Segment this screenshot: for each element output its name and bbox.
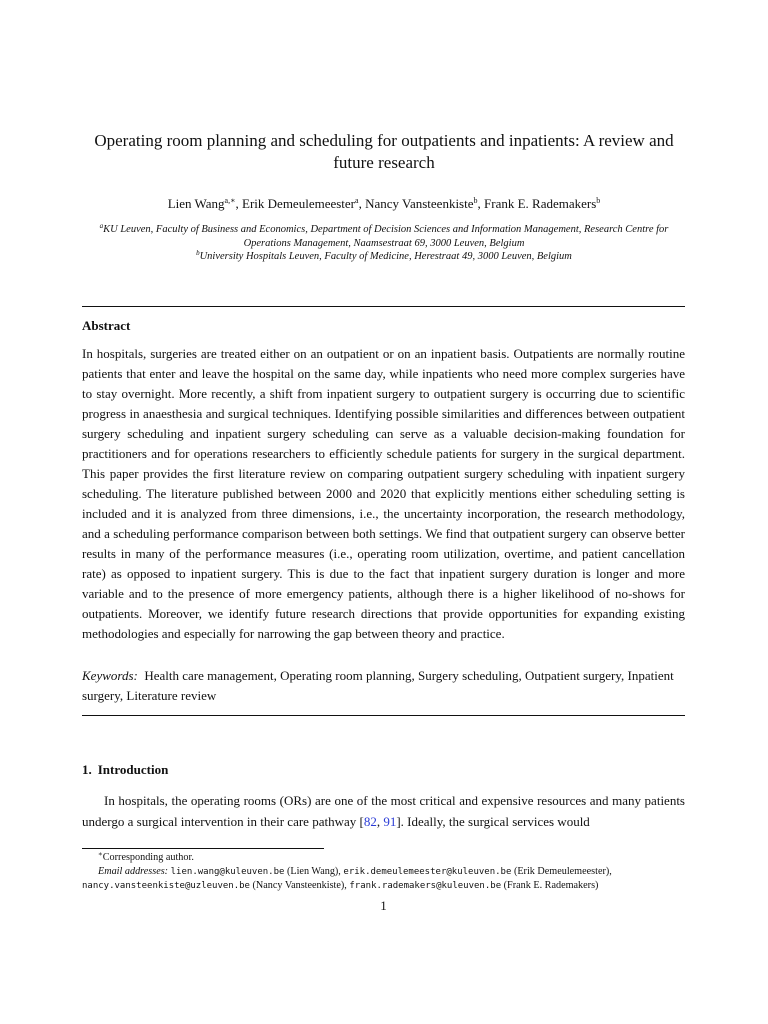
email-link[interactable]: erik.demeulemeester@kuleuven.be: [343, 866, 512, 877]
abstract-text: In hospitals, surgeries are treated either on an outpatient or on an inpatient basis. Outpatients are normally routine patients that enter and leave the hospital on the same day, while inpatients who need more complex surgeries have to stay overnight. More recently, a shift from inpatient surgery to outpatient surgery is occurring due to scientific progress in anaesthesia and surgical techniques. Identifying possible similarities and differences between outpatient surgery scheduling and inpatient surgery scheduling can serve as a valuable decision-making foundation for practitioners and for operations researchers to efficiently schedule patients for surgery in the surgical department. This paper provides the first literature review on comparing outpatient surgery scheduling with inpatient surgery scheduling. The literature published between 2000 and 2020 that explicitly mentions either scheduling setting is included and it is analyzed from three dimensions, i.e., the uncertainty incorporation, the research methodology, and a scheduling performance comparison between both settings. We find that outpatient surgery can observe better results in many of the performance measures (i.e., operating room utilization, overtime, and patient cancellation rate) as opposed to inpatient surgery. This is due to the fact that inpatient surgery duration is longer and more variable and to the presence of more emergency patients, although there is a higher likelihood of no-shows for outpatients. Moreover, we identify future research directions that provide opportunities for expanding existing methodologies and especially for narrowing the gap between theory and practice.: [82, 346, 685, 641]
paper-title: Operating room planning and scheduling for outpatients and inpatients: A review and future research: [94, 131, 674, 172]
section-number: 1.: [82, 762, 92, 777]
email-line: nancy.vansteenkiste@uzleuven.be (Nancy Vansteenkiste), frank.rademakers@kuleuven.be (Frank E. Rademakers): [82, 880, 599, 892]
abstract-bottom-rule: [82, 715, 685, 716]
author: Frank E. Rademakers$^b$: [484, 196, 601, 211]
author: Nancy Vansteenkiste$^b$,: [365, 196, 485, 211]
keywords-text: Health care management, Operating room planning, Surgery scheduling, Outpatient surgery, Inpatient surgery, Literature review: [82, 668, 674, 703]
affiliation: $^a$KU Leuven, Faculty of Business and Economics, Department of Decision Sciences and Information Management, Research Centre for Operations Management, Naamsestraat 69, 3000 Leuven, Belgium: [99, 222, 669, 249]
introduction-paragraph: In hospitals, the operating rooms (ORs) are one of the most critical and expensive resources and many patients undergo a surgical intervention in their care pathway [82, 91]. Ideally, the surgical services would: [82, 793, 685, 829]
author: Erik Demeulemeester$^a$,: [242, 196, 366, 211]
keywords: [82, 666, 685, 706]
citation-link[interactable]: 91: [383, 814, 397, 829]
email-link[interactable]: nancy.vansteenkiste@uzleuven.be: [82, 881, 250, 892]
abstract-top-rule: [82, 306, 685, 307]
author: Lien Wang$^{a,∗}$,: [167, 196, 243, 211]
affiliation: $^b$University Hospitals Leuven, Faculty of Medicine, Herestraat 49, 3000 Leuven, Belgium: [196, 249, 572, 262]
citation-link[interactable]: 82: [363, 814, 377, 829]
page-number: 1: [380, 898, 387, 913]
keywords-label: Keywords:: [82, 668, 138, 683]
corresponding-author-note: ∗Corresponding author.: [98, 850, 194, 863]
section-title: Introduction: [97, 762, 169, 777]
author-list: [82, 195, 686, 212]
footnotes: [82, 851, 685, 894]
email-link[interactable]: lien.wang@kuleuven.be: [170, 866, 285, 877]
section-heading: [82, 762, 168, 778]
email-line: Email addresses: lien.wang@kuleuven.be (Lien Wang), erik.demeulemeester@kuleuven.be (Erik Demeulemeester),: [98, 865, 612, 877]
abstract-heading: Abstract: [82, 318, 131, 333]
email-link[interactable]: frank.rademakers@kuleuven.be: [349, 881, 502, 892]
affiliations: [82, 223, 686, 264]
footnote-rule: [82, 848, 324, 849]
